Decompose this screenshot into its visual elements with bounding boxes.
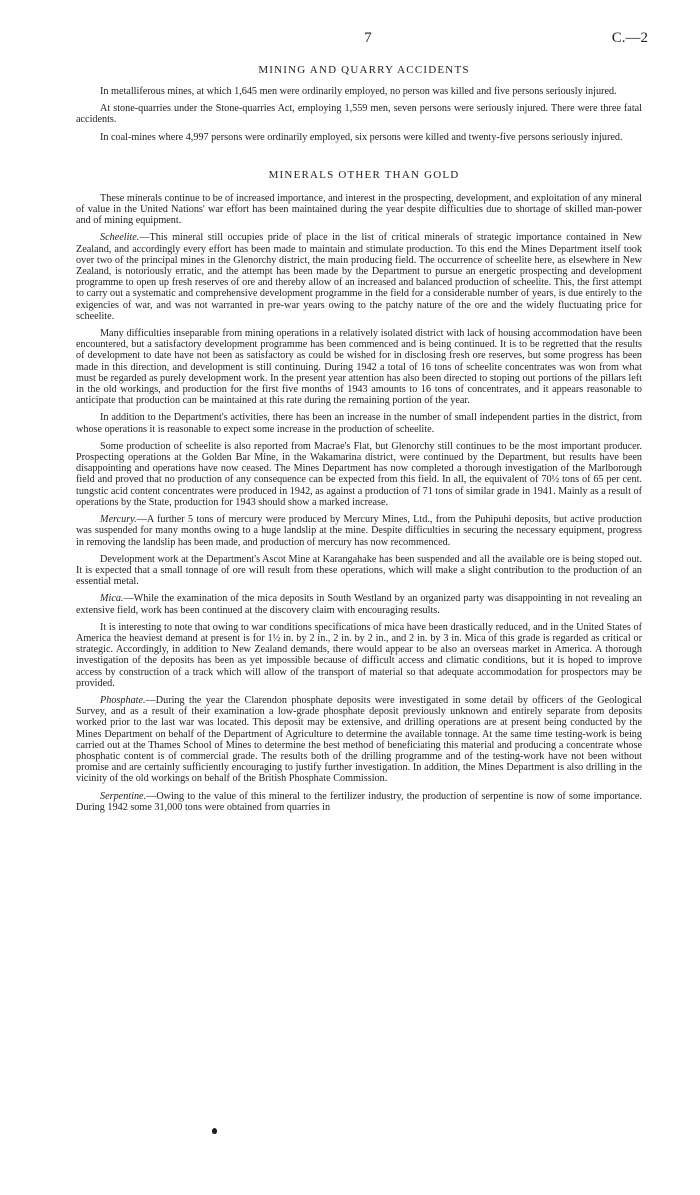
serpentine-paragraph xyxy=(76,791,642,813)
minerals-heading: MINERALS OTHER THAN GOLD xyxy=(268,168,460,181)
phosphate-lead: Phosphate. xyxy=(100,694,146,706)
scheelite-text: —This mineral still occupies pride of place in the list of critical minerals of strategic importance contained in New Zealand, and accordingly every effort has been made to maintain and stimulate production. To this end the Mines Department itself took over two of the principal mines in the Glenorchy district, the main producing field. The occurrence of scheelite here, as elsewhere in New Zealand, is notoriously erratic, and the attempt has been made by the Department to pursue an energetic prospecting and development programme to open up fresh reserves of ore and thereby allow of an increased and balanced production of scheelite. This, the first attempt to carry out a systematic and comprehensive development programme in the field for a considerable number of years, is due entirely to the exigencies of war, and was not warranted in pre-war years owing to the patchy nature of the ore and the widely fluctuating price for scheelite. xyxy=(76,232,642,322)
document-page xyxy=(76,30,648,819)
minerals-intro-paragraph: These minerals continue to be of increased importance, and interest in the prospecting, development, and exploitation of any mineral of value in the United Nations' war effort has been maintained during the year despite difficulties due to shortage of skilled man-power and of mining equipment. xyxy=(76,192,642,227)
accidents-heading: MINING AND QUARRY ACCIDENTS xyxy=(258,64,470,76)
phosphate-paragraph xyxy=(76,695,642,785)
mercury-lead: Mercury. xyxy=(100,514,137,526)
serpentine-text: —Owing to the value of this mineral to the fertilizer industry, the production of serpentine is now of some importance. During 1942 some 31,000 tons were obtained from quarries in xyxy=(76,790,642,813)
mica-specifications-paragraph: It is interesting to note that owing to war conditions specifications of mica have been drastically reduced, and in the United States of America the heaviest demand at present is for 1½ in. by 2 in., 2 in. by 2 in., and 2 in. by 3 in. Mica of this grade is regarded as critical or strategic. Accordingly, in addition to New Zealand demands, there would appear to be also an overseas market in America. A thorough investigation of the deposits has been as yet impossible because of difficult access and climatic conditions, but it is hoped to improve access by construction of a track which will allow of the transport of material so that adequate accommodation for prospectors may be provided. xyxy=(76,621,642,689)
stone-quarries-paragraph: At stone-quarries under the Stone-quarries Act, employing 1,559 men, seven persons were seriously injured. There were three fatal accidents. xyxy=(76,103,642,126)
scheelite-paragraph xyxy=(76,232,642,322)
metalliferous-paragraph: In metalliferous mines, at which 1,645 men were ordinarily employed, no person was killed and five persons seriously injured. xyxy=(100,86,617,97)
mica-text: —While the examination of the mica deposits in South Westland by an organized party was disappointing in not revealing an extensive field, work has been continued at the discovery claim with encouraging results. xyxy=(76,593,642,616)
page-number: 7 xyxy=(364,30,372,46)
mercury-text: —A further 5 tons of mercury were produced by Mercury Mines, Ltd., from the Puhipuhi deposits, but active production was suspended for many months owing to a huge landslip at the mine. Despite difficulties in securing the necessary equipment, progress in removing the landslip has been made, and production of mercury has now recommenced. xyxy=(76,514,642,548)
serpentine-lead: Serpentine. xyxy=(100,790,147,802)
document-reference: C.—2 xyxy=(611,30,648,46)
scheelite-independent-paragraph: In addition to the Department's activities, there has been an increase in the number of small independent parties in the district, from whose operations it is reasonable to expect some increase in the production of scheelite. xyxy=(76,412,642,435)
scheelite-difficulties-paragraph: Many difficulties inseparable from mining operations in a relatively isolated district with lack of housing accommodation have been encountered, but a satisfactory development programme has been commenced and is being continued. It is to be regretted that the results of development to date have not been as satisfactory as could be wished for in disclosing fresh ore reserves, but some progress has been made in this direction, and development is still continuing. During 1942 a total of 16 tons of scheelite concentrates was won from what must be regarded as purely development work. In the present year attention has also been directed to stoping out portions of the pillars left in the old workings, and production for the first five months of 1943 amounts to 16 tons of concentrates, and it appears reasonable to anticipate that production can be maintained at this rate during the remaining portion of the year. xyxy=(76,328,642,407)
page-header xyxy=(76,30,648,52)
phosphate-text: —During the year the Clarendon phosphate deposits were investigated in some detail by officers of the Geological Survey, and as a result of their examination a low-grade phosphate deposit previously unknown and entirely separate from deposits worked prior to the last war was located. This deposit may be extensive, and drilling operations are at present being conducted by the Mines Department on behalf of the Department of Agriculture to determine the available tonnage. At the same time testing-work is being carried out at the Thames School of Mines to determine the best method of beneficiating this material and producing a concentrate whose phosphatic content is of commercial grade. The results both of the drilling programme and of the testing-work have not been without promise and are certainly sufficiently encouraging to justify further investigation. In addition, the Mines Department is also drilling in the vicinity of the old workings on behalf of the British Phosphate Commission. xyxy=(76,694,642,785)
scheelite-production-paragraph: Some production of scheelite is also reported from Macrae's Flat, but Glenorchy still continues to be the most important producer. Prospecting operations at the Golden Bar Mine, in the Wakamarina district, were continued by the Department, but results have been disappointing and operations have now ceased. The Mines Department has now completed a thorough investigation of the Marlborough field and proved that no production of any consequence can be expected from this field. In all, the equivalent of 70½ tons of 65 per cent. tungstic acid content concentrates were produced in 1942, as against a production of 71 tons of similar grade in 1941. Mainly as a result of operations by the State, production for 1943 should show a marked increase. xyxy=(76,440,642,508)
ink-mark xyxy=(212,1128,217,1134)
minerals-section xyxy=(76,169,642,813)
scheelite-lead: Scheelite. xyxy=(100,232,140,244)
ascot-mine-paragraph: Development work at the Department's Ascot Mine at Karangahake has been suspended and all the available ore is being stoped out. It is expected that a small tonnage of ore will result from these operations, which will make a slight contribution to the production of an essential metal. xyxy=(76,553,642,588)
mercury-paragraph xyxy=(76,514,642,548)
coal-mines-paragraph: In coal-mines where 4,997 persons were ordinarily employed, six persons were killed and twenty-five persons seriously injured. xyxy=(100,131,623,143)
mica-paragraph xyxy=(76,593,642,615)
accidents-section xyxy=(76,64,642,143)
mica-lead: Mica. xyxy=(100,593,124,605)
